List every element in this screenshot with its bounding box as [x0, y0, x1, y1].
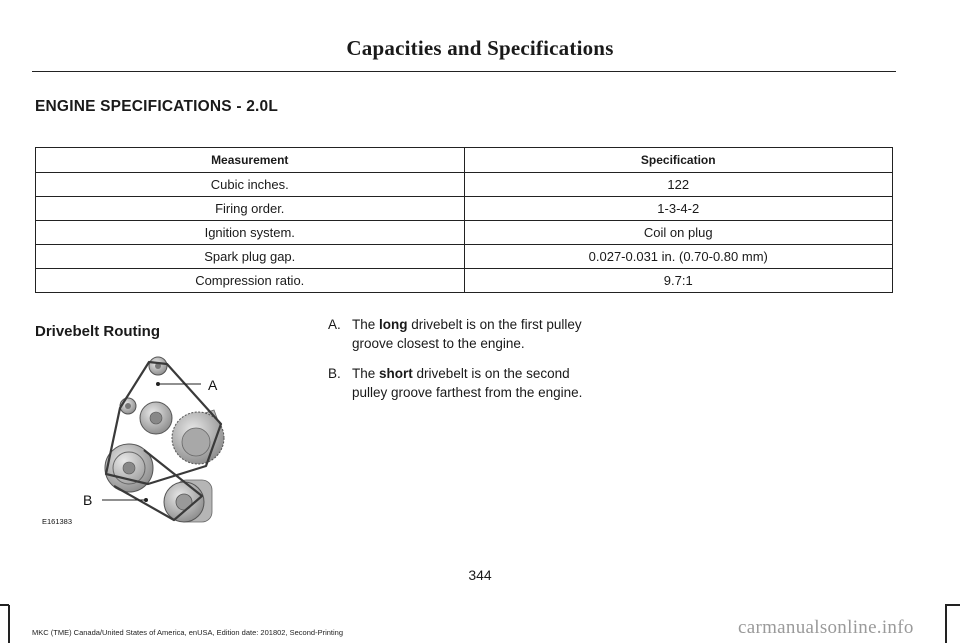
footer-edition-text: MKC (TME) Canada/United States of America, enUSA, Edition date: 201802, Second-Printing: [32, 628, 343, 637]
table-cell-specification: 9.7:1: [464, 269, 893, 293]
engine-spec-table: [35, 147, 893, 293]
water-pump-hub: [150, 412, 162, 424]
step-text-post: drivebelt is on the second pulley groove farthest from the engine.: [352, 366, 583, 400]
column-header-measurement: Measurement: [36, 148, 465, 173]
alternator-hub: [182, 428, 210, 456]
table-cell-specification: Coil on plug: [464, 221, 893, 245]
column-header-specification: Specification: [464, 148, 893, 173]
table-cell-measurement: Firing order.: [36, 197, 465, 221]
crop-mark-left: [8, 605, 10, 643]
header-divider: [32, 71, 896, 72]
step-letter: A.: [328, 317, 341, 332]
step-a: [328, 315, 608, 353]
watermark: carmanualsonline.info: [738, 617, 914, 638]
step-b: [328, 364, 608, 402]
drivebelt-steps: [328, 315, 608, 413]
step-text-pre: The: [352, 317, 376, 332]
figure-code: E161383: [42, 517, 73, 526]
left-idler-hub: [125, 403, 131, 409]
table-cell-measurement: Compression ratio.: [36, 269, 465, 293]
table-cell-measurement: Cubic inches.: [36, 173, 465, 197]
section-title: ENGINE SPECIFICATIONS - 2.0L: [35, 98, 279, 115]
table-row: [36, 269, 893, 293]
step-text-bold: long: [379, 317, 408, 332]
step-text-pre: The: [352, 366, 376, 381]
step-letter: B.: [328, 366, 341, 381]
crop-mark-left-horizontal: [0, 604, 9, 606]
step-text-post: drivebelt is on the first pulley groove closest to the engine.: [352, 317, 582, 351]
table-row: [36, 197, 893, 221]
table-cell-specification: 0.027-0.031 in. (0.70-0.80 mm): [464, 245, 893, 269]
page-header-title: Capacities and Specifications: [346, 36, 614, 60]
callout-label-a: A: [208, 377, 218, 393]
table-header-row: [36, 148, 893, 173]
callout-a-dot: [156, 382, 160, 386]
table-row: [36, 221, 893, 245]
page-number: 344: [468, 567, 492, 583]
crankshaft-hub: [123, 462, 135, 474]
table-cell-specification: 122: [464, 173, 893, 197]
table-cell-measurement: Ignition system.: [36, 221, 465, 245]
crop-mark-right-horizontal: [945, 604, 960, 606]
drivebelt-routing-diagram: [36, 350, 236, 530]
drivebelt-routing-title: Drivebelt Routing: [35, 323, 161, 340]
step-text-bold: short: [379, 366, 413, 381]
table-cell-specification: 1-3-4-2: [464, 197, 893, 221]
table-cell-measurement: Spark plug gap.: [36, 245, 465, 269]
crop-mark-right: [945, 605, 947, 643]
table-row: [36, 245, 893, 269]
table-row: [36, 173, 893, 197]
callout-b-dot: [144, 498, 148, 502]
callout-label-b: B: [83, 492, 93, 508]
